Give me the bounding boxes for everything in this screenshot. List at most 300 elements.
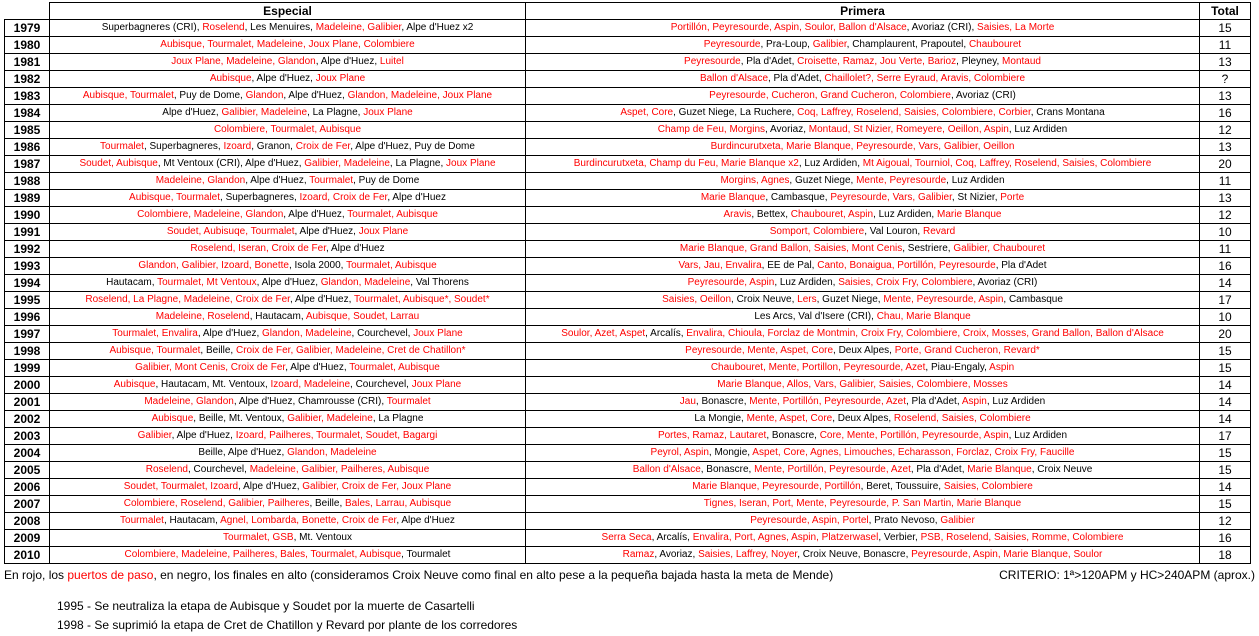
primera-segment: Peyresourde, Aspin, Marie Blanque, Soulor — [911, 549, 1103, 560]
primera-segment: Saisies, Oeillon — [662, 294, 732, 305]
header-total: Total — [1200, 3, 1251, 20]
primera-segment: Peyresourde, Cucheron, Grand Cucheron, Colombiere — [709, 90, 951, 101]
primera-cell — [526, 309, 1200, 326]
primera-segment: Porte — [1000, 192, 1025, 203]
primera-cell — [526, 275, 1200, 292]
primera-segment: Vars, Jau, Envalira — [678, 260, 762, 271]
total-cell: 13 — [1200, 190, 1251, 207]
primera-segment: , Luz Ardiden — [986, 396, 1046, 407]
especial-segment: Roselend — [202, 22, 245, 33]
especial-segment: Tourmalet, Aubisque*, Soudet* — [353, 294, 490, 305]
especial-segment: Joux Plane — [411, 379, 462, 390]
especial-segment: , Alpe d'Huez, — [283, 90, 348, 101]
especial-segment: Colombiere, Roselend, Galibier, Pailheres — [123, 498, 310, 509]
especial-segment: Aubisque — [151, 413, 194, 424]
total-cell: 13 — [1200, 88, 1251, 105]
total-cell: 12 — [1200, 207, 1251, 224]
especial-segment: , Beille, — [309, 498, 346, 509]
year-cell: 1990 — [5, 207, 50, 224]
total-cell: 17 — [1200, 292, 1251, 309]
primera-cell — [526, 479, 1200, 496]
especial-cell — [50, 394, 526, 411]
especial-cell — [50, 513, 526, 530]
especial-segment: Aubisque, Tourmalet — [129, 192, 221, 203]
especial-segment: Soudet, Aubisuqe, Tourmalet — [166, 226, 295, 237]
especial-segment: Tourmalet, Aubisque — [349, 362, 440, 373]
table-row — [5, 326, 1251, 343]
especial-cell — [50, 105, 526, 122]
especial-segment: , Mt Ventoux (CRI), Alpe d'Huez, — [157, 158, 305, 169]
year-cell: 1979 — [5, 20, 50, 37]
especial-segment: Galibier, Madeleine — [287, 413, 373, 424]
especial-segment: Galibier, Madeleine — [221, 107, 308, 118]
table-row — [5, 309, 1251, 326]
primera-segment: , Deux Alpes, — [833, 345, 895, 356]
primera-segment: , Piau-Engaly, — [925, 362, 990, 373]
especial-segment: Glandon, Madeleine — [262, 328, 352, 339]
especial-segment: , La Plagne — [372, 413, 424, 424]
primera-segment: Porte, Grand Cucheron, Revard* — [894, 345, 1040, 356]
table-row — [5, 394, 1251, 411]
year-cell: 1981 — [5, 54, 50, 71]
total-cell: 12 — [1200, 513, 1251, 530]
especial-segment: , Alpe d'Huez, Chamrousse (CRI), — [233, 396, 387, 407]
especial-cell — [50, 275, 526, 292]
table-row — [5, 122, 1251, 139]
especial-segment: , Alpe d'Huez, — [315, 56, 380, 67]
especial-segment: , Alpe d'Huez — [326, 243, 385, 254]
primera-segment: Lers — [797, 294, 817, 305]
primera-segment: , Pla d'Adet, — [740, 56, 798, 67]
total-cell: 15 — [1200, 445, 1251, 462]
primera-segment: , Beret, Toussuire, — [860, 481, 944, 492]
total-cell: 14 — [1200, 479, 1251, 496]
especial-segment: Aubisque, Soudet, Larrau — [305, 311, 420, 322]
primera-segment: , St Nizier, — [951, 192, 1001, 203]
especial-segment: Soudet, Tourmalet, Izoard — [123, 481, 239, 492]
table-row — [5, 139, 1251, 156]
primera-segment: , Bettex, — [751, 209, 791, 220]
header-row — [5, 3, 1251, 20]
especial-segment: Madeleine, Galibier — [315, 22, 402, 33]
especial-segment: Joux Plane — [315, 73, 366, 84]
especial-cell — [50, 445, 526, 462]
especial-segment: , Alpe d'Huez, — [251, 73, 316, 84]
year-cell: 1989 — [5, 190, 50, 207]
especial-segment: Joux Plane, Madeleine, Glandon — [171, 56, 316, 67]
especial-segment: , Alpe d'Huez, — [197, 328, 263, 339]
legend-part1: En rojo, los — [4, 568, 68, 582]
total-cell: 11 — [1200, 241, 1251, 258]
table-row — [5, 258, 1251, 275]
note-1998: 1998 - Se suprimió la etapa de Cret de Chatillon y Revard por plante de los corredores — [57, 618, 518, 632]
primera-segment: Jau — [679, 396, 696, 407]
year-cell: 2010 — [5, 547, 50, 564]
primera-cell — [526, 71, 1200, 88]
table-row — [5, 292, 1251, 309]
primera-segment: Montaud — [1002, 56, 1041, 67]
especial-segment: , La Plagne, — [307, 107, 364, 118]
especial-cell — [50, 37, 526, 54]
primera-segment: , Guzet Niege, La Ruchere, — [673, 107, 798, 118]
table-row — [5, 343, 1251, 360]
table-row — [5, 462, 1251, 479]
note-1995: 1995 - Se neutraliza la etapa de Aubisque y Soudet por la muerte de Casartelli — [57, 599, 475, 613]
especial-segment: Aubisque, Tourmalet, Madeleine, Joux Plane, Colombiere — [160, 39, 415, 50]
total-cell: 11 — [1200, 173, 1251, 190]
primera-cell — [526, 54, 1200, 71]
primera-segment: Mente, Portillón, Peyresourde, Azet — [754, 464, 911, 475]
primera-segment: Burdincurutxeta, Champ du Feu, Marie Blanque x2 — [573, 158, 799, 169]
primera-segment: , Val Louron, — [864, 226, 923, 237]
primera-segment: Saisies, Colombiere — [943, 481, 1033, 492]
primera-segment: Chau, Marie Blanque — [876, 311, 971, 322]
especial-segment: , Beille, — [200, 345, 236, 356]
primera-cell — [526, 224, 1200, 241]
primera-cell — [526, 496, 1200, 513]
especial-segment: Aubisque, Tourmalet — [82, 90, 174, 101]
primera-segment: , Bonascre, — [766, 430, 820, 441]
especial-cell — [50, 156, 526, 173]
primera-cell — [526, 122, 1200, 139]
especial-segment: Tourmalet — [100, 141, 144, 152]
especial-segment: Izoard — [223, 141, 252, 152]
total-cell: 11 — [1200, 37, 1251, 54]
especial-cell — [50, 122, 526, 139]
especial-cell — [50, 547, 526, 564]
year-cell: 1997 — [5, 326, 50, 343]
total-cell: 15 — [1200, 496, 1251, 513]
primera-cell — [526, 190, 1200, 207]
especial-segment: , Alpe d'Huez, — [238, 481, 303, 492]
year-cell: 2004 — [5, 445, 50, 462]
primera-segment: , Croix Neuve, Bonascre, — [797, 549, 912, 560]
total-cell: 20 — [1200, 156, 1251, 173]
primera-segment: Marie Blanque, Allos, Vars, Galibier, Saisies, Colombiere, Mosses — [717, 379, 1008, 390]
header-primera: Primera — [526, 3, 1200, 20]
primera-segment: Chaubouret — [968, 39, 1022, 50]
year-cell: 2002 — [5, 411, 50, 428]
primera-segment: Galibier — [940, 515, 975, 526]
especial-segment: , Mt. Ventoux — [293, 532, 352, 543]
total-cell: 16 — [1200, 530, 1251, 547]
especial-segment: , Alpe d'Huez, — [294, 226, 359, 237]
especial-segment: Tourmalet, Aubisque — [347, 209, 438, 220]
table-row — [5, 20, 1251, 37]
especial-segment: Joux Plane — [358, 226, 409, 237]
year-cell: 1986 — [5, 139, 50, 156]
total-cell: 13 — [1200, 139, 1251, 156]
primera-segment: Somport, Colombiere — [769, 226, 865, 237]
total-cell: 14 — [1200, 377, 1251, 394]
primera-segment: Peyresourde, Vars, Galibier — [830, 192, 952, 203]
primera-segment: Envalira, Port, Agnes, Aspin, Platzerwasel — [692, 532, 879, 543]
total-cell: 15 — [1200, 343, 1251, 360]
year-cell: 1980 — [5, 37, 50, 54]
primera-segment: , Avoriaz (CRI), — [906, 22, 978, 33]
primera-segment: Saisies, La Morte — [977, 22, 1055, 33]
primera-segment: , Pla d'Adet, — [768, 73, 825, 84]
primera-cell — [526, 360, 1200, 377]
total-cell: 14 — [1200, 411, 1251, 428]
table-row — [5, 190, 1251, 207]
primera-segment: Aspet, Core, Agnes, Limouches, Echarasson, Forclaz, Croix Fry, Faucille — [752, 447, 1075, 458]
primera-segment: PSB, Roselend, Saisies, Romme, Colombiere — [920, 532, 1124, 543]
primera-segment: Champ de Feu, Morgins — [657, 124, 766, 135]
primera-segment: , Mongie, — [708, 447, 753, 458]
primera-segment: , Pla d'Adet — [995, 260, 1047, 271]
primera-segment: , Croix Neuve, — [731, 294, 798, 305]
primera-segment: Croisette, Ramaz, Jou Verte, Barioz — [797, 56, 957, 67]
especial-cell — [50, 190, 526, 207]
especial-cell — [50, 530, 526, 547]
legend-red: puertos de paso — [67, 568, 154, 582]
especial-segment: , Puy de Dome — [353, 175, 420, 186]
year-cell: 1984 — [5, 105, 50, 122]
primera-segment: , Pla d'Adet, — [906, 396, 962, 407]
table-row — [5, 224, 1251, 241]
primera-segment: , Luz Ardiden, — [774, 277, 839, 288]
primera-segment: , Arcalís, — [651, 532, 693, 543]
especial-segment: Galibier, Croix de Fer, Joux Plane — [302, 481, 452, 492]
especial-cell — [50, 173, 526, 190]
especial-segment: Glandon, Madeleine — [320, 277, 411, 288]
especial-segment: Roselend, Iseran, Croix de Fer — [190, 243, 326, 254]
primera-segment: Tignes, Iseran, Port, Mente, Peyresourde, P. San Martin, Marie Blanque — [703, 498, 1022, 509]
primera-cell — [526, 343, 1200, 360]
primera-segment: Chaillolet?, Serre Eyraud, Aravis, Colombiere — [824, 73, 1026, 84]
primera-segment: Aravis — [723, 209, 752, 220]
especial-segment: Beille, Alpe d'Huez, — [198, 447, 288, 458]
especial-segment: , Alpe d'Huez, Puy de Dome — [350, 141, 475, 152]
primera-cell — [526, 105, 1200, 122]
primera-segment: , Avoriaz (CRI) — [950, 90, 1016, 101]
year-cell: 2005 — [5, 462, 50, 479]
especial-segment: , Val Thorens — [410, 277, 469, 288]
year-cell: 1995 — [5, 292, 50, 309]
especial-cell — [50, 496, 526, 513]
primera-segment: Portes, Ramaz, Lautaret — [657, 430, 767, 441]
especial-cell — [50, 54, 526, 71]
year-cell: 2009 — [5, 530, 50, 547]
especial-cell — [50, 462, 526, 479]
especial-segment: , Alpe d'Huez, — [256, 277, 321, 288]
especial-segment: Soudet, Aubisque — [79, 158, 158, 169]
primera-segment: , Deux Alpes, — [832, 413, 894, 424]
especial-segment: Tourmalet, Envalira — [112, 328, 198, 339]
table-row — [5, 71, 1251, 88]
especial-segment: , Alpe d'Huez, — [283, 209, 348, 220]
primera-segment: Mente, Peyresourde — [856, 175, 947, 186]
especial-segment: , Tourmalet — [401, 549, 451, 560]
primera-cell — [526, 173, 1200, 190]
primera-segment: , Sestriere, — [902, 243, 954, 254]
table-row — [5, 173, 1251, 190]
primera-cell — [526, 258, 1200, 275]
especial-segment: Aubisque — [209, 73, 252, 84]
especial-cell — [50, 207, 526, 224]
especial-segment: , Courchevel, — [188, 464, 250, 475]
especial-segment: , Hautacam, — [163, 515, 221, 526]
primera-cell — [526, 428, 1200, 445]
table-row — [5, 445, 1251, 462]
primera-segment: , Luz Ardiden — [1008, 430, 1068, 441]
primera-segment: , Cambasque, — [765, 192, 831, 203]
especial-segment: , Hautacam, Mt. Ventoux, — [155, 379, 271, 390]
especial-cell — [50, 309, 526, 326]
header-especial: Especial — [50, 3, 526, 20]
total-cell: 10 — [1200, 224, 1251, 241]
primera-segment: Soulor, Azet, Aspet — [561, 328, 646, 339]
table-row — [5, 156, 1251, 173]
primera-segment: Aspin — [989, 362, 1015, 373]
year-cell: 1996 — [5, 309, 50, 326]
especial-segment: Colombiere, Madeleine, Pailheres, Bales, Tourmalet, Aubisque — [124, 549, 402, 560]
primera-segment: , Luz Ardiden, — [798, 158, 863, 169]
primera-segment: Serra Seca — [601, 532, 652, 543]
especial-segment: Izoard, Croix de Fer — [299, 192, 388, 203]
especial-segment: Joux Plane — [363, 107, 413, 118]
table-row — [5, 411, 1251, 428]
especial-segment: Tourmalet, Aubisque — [346, 260, 437, 271]
primera-segment: La Mongie, — [694, 413, 747, 424]
especial-segment: , La Plagne, — [389, 158, 447, 169]
especial-segment: , Beille, Mt. Ventoux, — [193, 413, 288, 424]
primera-segment: Mente, Portillón, Peyresourde, Azet — [749, 396, 906, 407]
primera-cell — [526, 241, 1200, 258]
primera-segment: Mente, Aspet, Core — [746, 413, 833, 424]
especial-cell — [50, 343, 526, 360]
total-cell: 16 — [1200, 258, 1251, 275]
primera-segment: Coq, Laffrey, Roselend, Saisies, Colombiere, Corbier — [797, 107, 1031, 118]
especial-cell — [50, 20, 526, 37]
table-row — [5, 241, 1251, 258]
especial-segment: Bales, Larrau, Aubisque — [345, 498, 452, 509]
especial-cell — [50, 479, 526, 496]
primera-cell — [526, 394, 1200, 411]
primera-cell — [526, 292, 1200, 309]
especial-segment: , Puy de Dome, — [173, 90, 246, 101]
year-cell: 2008 — [5, 513, 50, 530]
especial-cell — [50, 88, 526, 105]
primera-cell — [526, 20, 1200, 37]
table-row — [5, 377, 1251, 394]
primera-cell — [526, 445, 1200, 462]
primera-cell — [526, 139, 1200, 156]
primera-segment: Peyrol, Aspin — [650, 447, 709, 458]
especial-segment: Glandon, Madeleine, Joux Plane — [347, 90, 493, 101]
especial-segment: Roselend, La Plagne, Madeleine, Croix de Fer — [85, 294, 290, 305]
table-row — [5, 207, 1251, 224]
primera-segment: , Pra-Loup, — [760, 39, 813, 50]
primera-segment: , Pla d'Adet, — [910, 464, 968, 475]
especial-segment: , Alpe d'Huez — [396, 515, 455, 526]
especial-segment: Superbagneres (CRI), — [101, 22, 203, 33]
primera-cell — [526, 530, 1200, 547]
primera-segment: , Avoriaz (CRI) — [972, 277, 1038, 288]
especial-cell — [50, 326, 526, 343]
especial-segment: Galibier, Madeleine — [304, 158, 390, 169]
especial-segment: Izoard, Pailheres, Tourmalet, Soudet, Bagargi — [235, 430, 438, 441]
especial-segment: , Isola 2000, — [288, 260, 347, 271]
primera-segment: , Luz Ardiden — [946, 175, 1005, 186]
primera-segment: , Prato Nevoso, — [868, 515, 941, 526]
primera-segment: Mente, Peyresourde, Aspin — [883, 294, 1004, 305]
especial-segment: Glandon, Madeleine — [287, 447, 377, 458]
especial-segment: Galibier — [137, 430, 172, 441]
table-row — [5, 360, 1251, 377]
total-cell: 10 — [1200, 309, 1251, 326]
especial-cell — [50, 224, 526, 241]
primera-segment: Aspet, Core — [620, 107, 674, 118]
table-row — [5, 428, 1251, 445]
primera-segment: , Avoriaz, — [765, 124, 809, 135]
especial-segment: Glandon, Galibier, Izoard, Bonette — [138, 260, 289, 271]
primera-segment: Peyresourde, Aspin — [687, 277, 775, 288]
especial-segment: Tourmalet, GSB — [223, 532, 294, 543]
total-cell: 13 — [1200, 54, 1251, 71]
primera-segment: Marie Blanque — [967, 464, 1032, 475]
primera-segment: , Crans Montana — [1030, 107, 1105, 118]
especial-segment: , Hautacam, — [249, 311, 306, 322]
primera-segment: , Luz Ardiden — [1008, 124, 1068, 135]
total-cell: 15 — [1200, 462, 1251, 479]
especial-segment: , Courchevel, — [351, 328, 414, 339]
especial-cell — [50, 292, 526, 309]
especial-segment: , Alpe d'Huez, — [289, 294, 354, 305]
total-cell: 18 — [1200, 547, 1251, 564]
especial-segment: Madeleine, Roselend — [155, 311, 250, 322]
primera-segment: Ballon d'Alsace — [632, 464, 701, 475]
especial-cell — [50, 428, 526, 445]
especial-segment: Joux Plane — [413, 328, 463, 339]
especial-segment: , Les Menuires, — [244, 22, 316, 33]
total-cell: ? — [1200, 71, 1251, 88]
especial-segment: , Alpe d'Huez, — [171, 430, 236, 441]
primera-segment: , Verbier, — [878, 532, 921, 543]
especial-segment: Joux Plane — [446, 158, 496, 169]
especial-segment: , Alpe d'Huez, — [285, 362, 350, 373]
year-cell: 1987 — [5, 156, 50, 173]
primera-segment: , Cambasque — [1003, 294, 1063, 305]
legend-text — [4, 568, 833, 582]
primera-segment: , Avoriaz, — [654, 549, 699, 560]
especial-segment: , Alpe d'Huez — [387, 192, 446, 203]
especial-segment: Tourmalet — [386, 396, 431, 407]
especial-segment: , Granon, — [251, 141, 296, 152]
primera-segment: Chaubouret, Aspin — [790, 209, 874, 220]
year-cell: 1988 — [5, 173, 50, 190]
especial-segment: , Courchevel, — [350, 379, 412, 390]
primera-segment: Peyresourde — [684, 56, 741, 67]
primera-segment: Galibier, Chaubouret — [953, 243, 1046, 254]
year-cell: 2007 — [5, 496, 50, 513]
year-cell: 1994 — [5, 275, 50, 292]
primera-segment: , Guzet Niege, — [789, 175, 857, 186]
primera-segment: , Luz Ardiden, — [873, 209, 937, 220]
especial-segment: Tourmalet, Mt Ventoux — [157, 277, 257, 288]
total-cell: 17 — [1200, 428, 1251, 445]
especial-cell — [50, 71, 526, 88]
primera-segment: Saisies, Laffrey, Noyer — [698, 549, 798, 560]
total-cell: 16 — [1200, 105, 1251, 122]
primera-segment: , Bonascre, — [695, 396, 750, 407]
total-cell: 15 — [1200, 360, 1251, 377]
year-cell: 2000 — [5, 377, 50, 394]
primera-segment: Envalira, Chioula, Forclaz de Montmin, Croix Fry, Colombiere, Croix, Mosses, Grand Ballon, Ballon d'Alsace — [686, 328, 1164, 339]
especial-segment: , Alpe d'Huez x2 — [401, 22, 474, 33]
table-row — [5, 547, 1251, 564]
